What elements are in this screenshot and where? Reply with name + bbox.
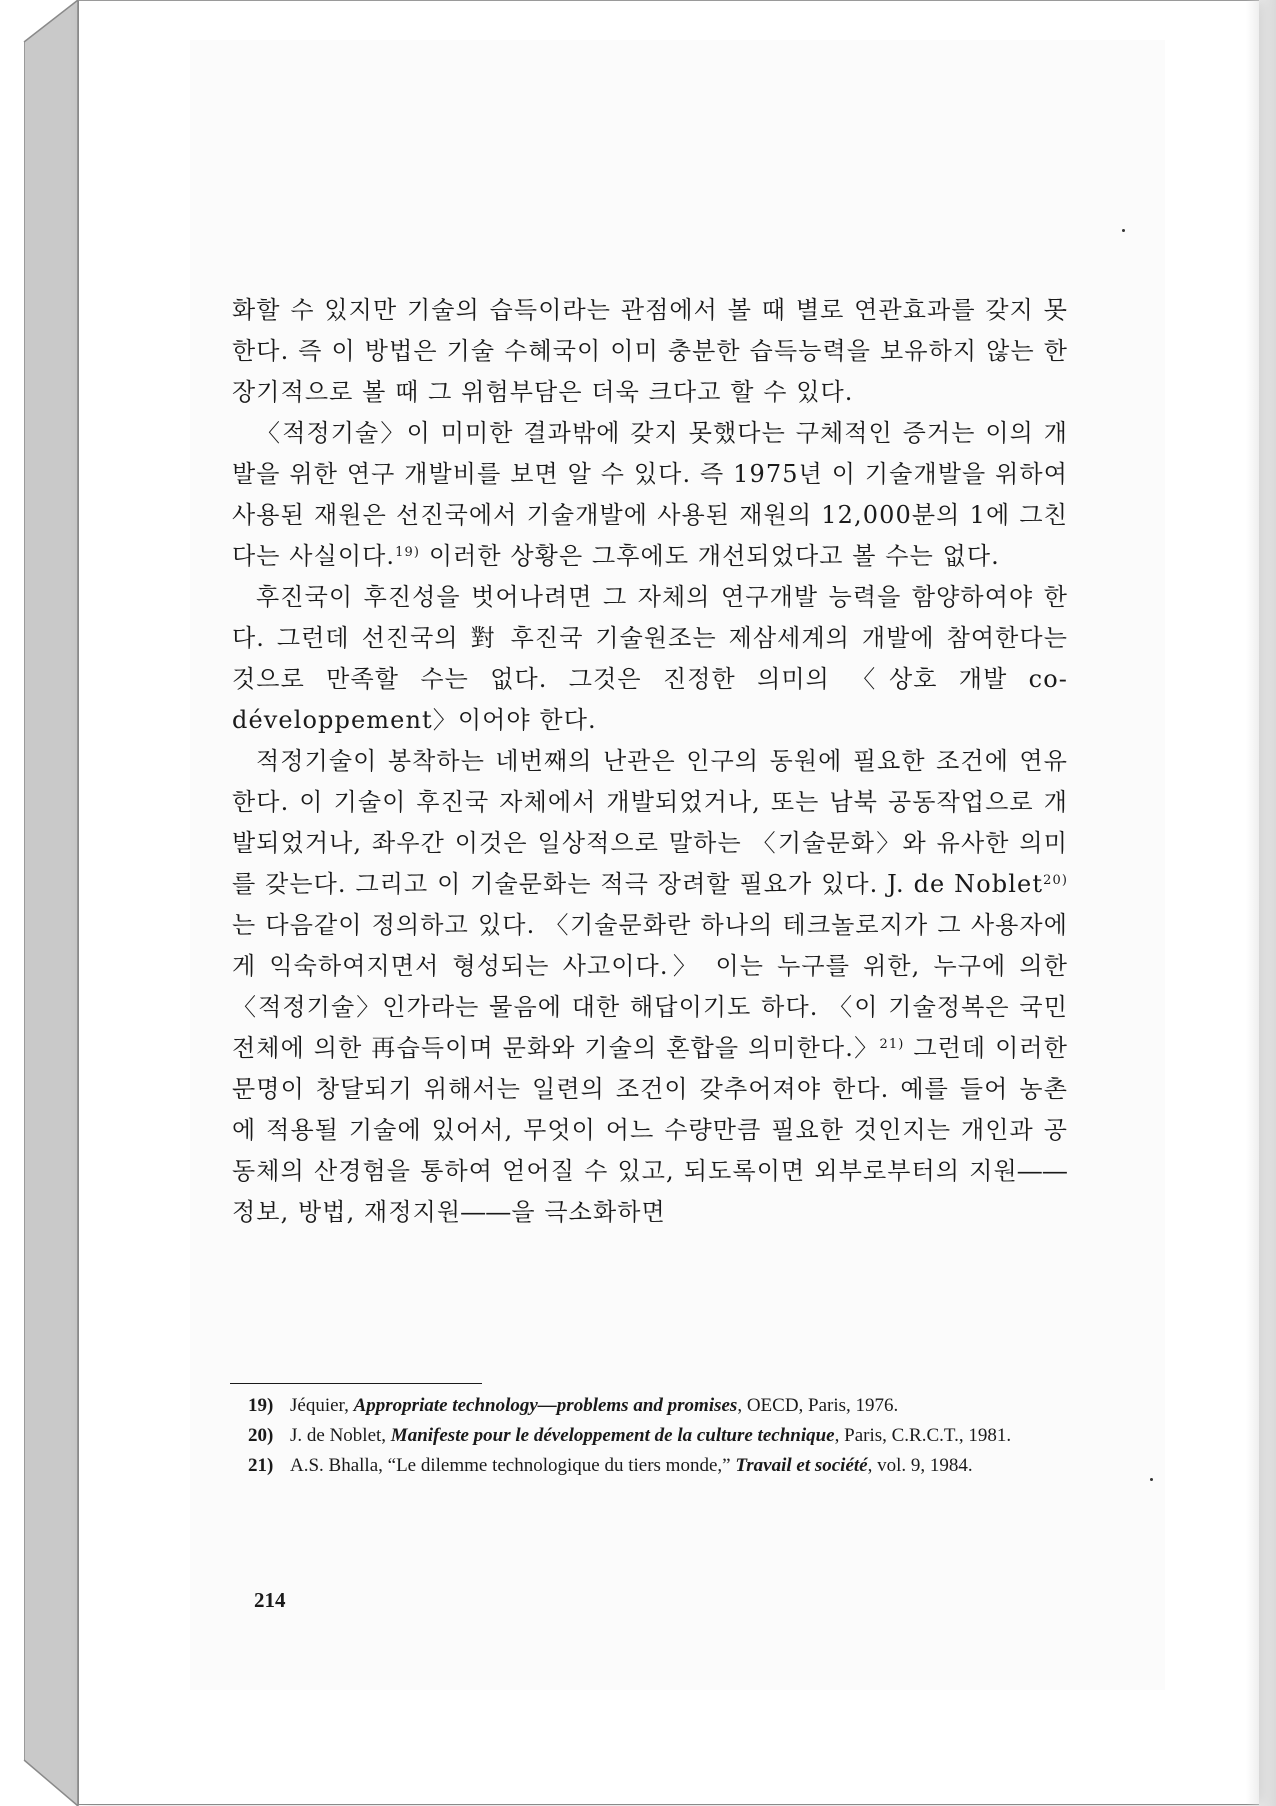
book-spine <box>0 0 80 1806</box>
footnote-title: Appropriate technology—problems and promises <box>353 1395 738 1416</box>
footnotes <box>248 1392 1070 1482</box>
footnote-ref-19: 19) <box>395 545 421 560</box>
footnote-ref-21: 21) <box>879 1037 905 1052</box>
footnote-20: 20) J. de Noblet, Manifeste pour le développement de la culture technique, Paris, C.R.C.T., 1981. <box>248 1422 1070 1450</box>
footnote-number: 20) <box>248 1425 274 1446</box>
paragraph-2: 〈적정기술〉이 미미한 결과밖에 갖지 못했다는 구체적인 증거는 이의 개발을 위한 연구 개발비를 보면 알 수 있다. 즉 1975년 이 기술개발을 위하여 사용된 재원은 선진국에서 기술개발에 사용된 재원의 12,000분의 1에 그친다는 사실이다.$^{19)}$ 이러한 상황은 그후에도 개선되었다고 볼 수는 없다. <box>232 419 1068 570</box>
speck-mark <box>1150 1478 1153 1481</box>
footnote-separator <box>230 1383 482 1384</box>
body-text <box>232 290 1068 1233</box>
footnote-title: Manifeste pour le développement de la culture technique <box>390 1425 835 1446</box>
footnote-number: 21) <box>248 1455 274 1476</box>
speck-mark <box>1122 229 1125 232</box>
footnote-number: 19) <box>248 1395 274 1416</box>
page-edge-shadow <box>1246 0 1276 1806</box>
footnote-title: Travail et société <box>735 1455 868 1476</box>
paragraph-3: 후진국이 후진성을 벗어나려면 그 자체의 연구개발 능력을 함양하여야 한다. 그런데 선진국의 對 후진국 기술원조는 제삼세계의 개발에 참여한다는 것으로 만족할 수는 없다. 그것은 진정한 의미의 〈상호 개발 co-développement〉이어야 한다. <box>232 583 1068 734</box>
page-number: 214 <box>254 1588 286 1612</box>
paragraph-4: 적정기술이 봉착하는 네번째의 난관은 인구의 동원에 필요한 조건에 연유한다. 이 기술이 후진국 자체에서 개발되었거나, 또는 남북 공동작업으로 개발되었거나, 좌우간 이것은 일상적으로 말하는 〈기술문화〉와 유사한 의미를 갖는다. 그리고 이 기술문화는 적극 장려할 필요가 있다. J. de Noblet$^{20)}$는 다음같이 정의하고 있다. 〈기술문화란 하나의 테크놀로지가 그 사용자에게 익숙하여지면서 형성되는 사고이다.〉 이는 누구를 위한, 누구에 의한 〈적정기술〉인가라는 물음에 대한 해답이기도 하다. 〈이 기술정복은 국민 전체에 의한 再습득이며 문화와 기술의 혼합을 의미한다.〉$^{21)}$ 그런데 이러한 문명이 창달되기 위해서는 일련의 조건이 갖추어져야 한다. 예를 들어 농촌에 적용될 기술에 있어서, 무엇이 어느 수량만큼 필요한 것인지는 개인과 공동체의 산경험을 통하여 얻어질 수 있고, 되도록이면 외부로부터의 지원――정보, 방법, 재정지원――을 극소화하면 <box>232 747 1068 1226</box>
footnote-21: 21) A.S. Bhalla, “Le dilemme technologique du tiers monde,” Travail et société, vol. 9, 1984. <box>248 1452 1070 1480</box>
footnote-ref-20: 20) <box>1043 873 1068 888</box>
paragraph-1: 화할 수 있지만 기술의 습득이라는 관점에서 볼 때 별로 연관효과를 갖지 못한다. 즉 이 방법은 기술 수혜국이 이미 충분한 습득능력을 보유하지 않는 한 장기적으로 볼 때 그 위험부담은 더욱 크다고 할 수 있다. <box>232 296 1068 406</box>
footnote-19: 19) Jéquier, Appropriate technology—problems and promises, OECD, Paris, 1976. <box>248 1392 1070 1420</box>
